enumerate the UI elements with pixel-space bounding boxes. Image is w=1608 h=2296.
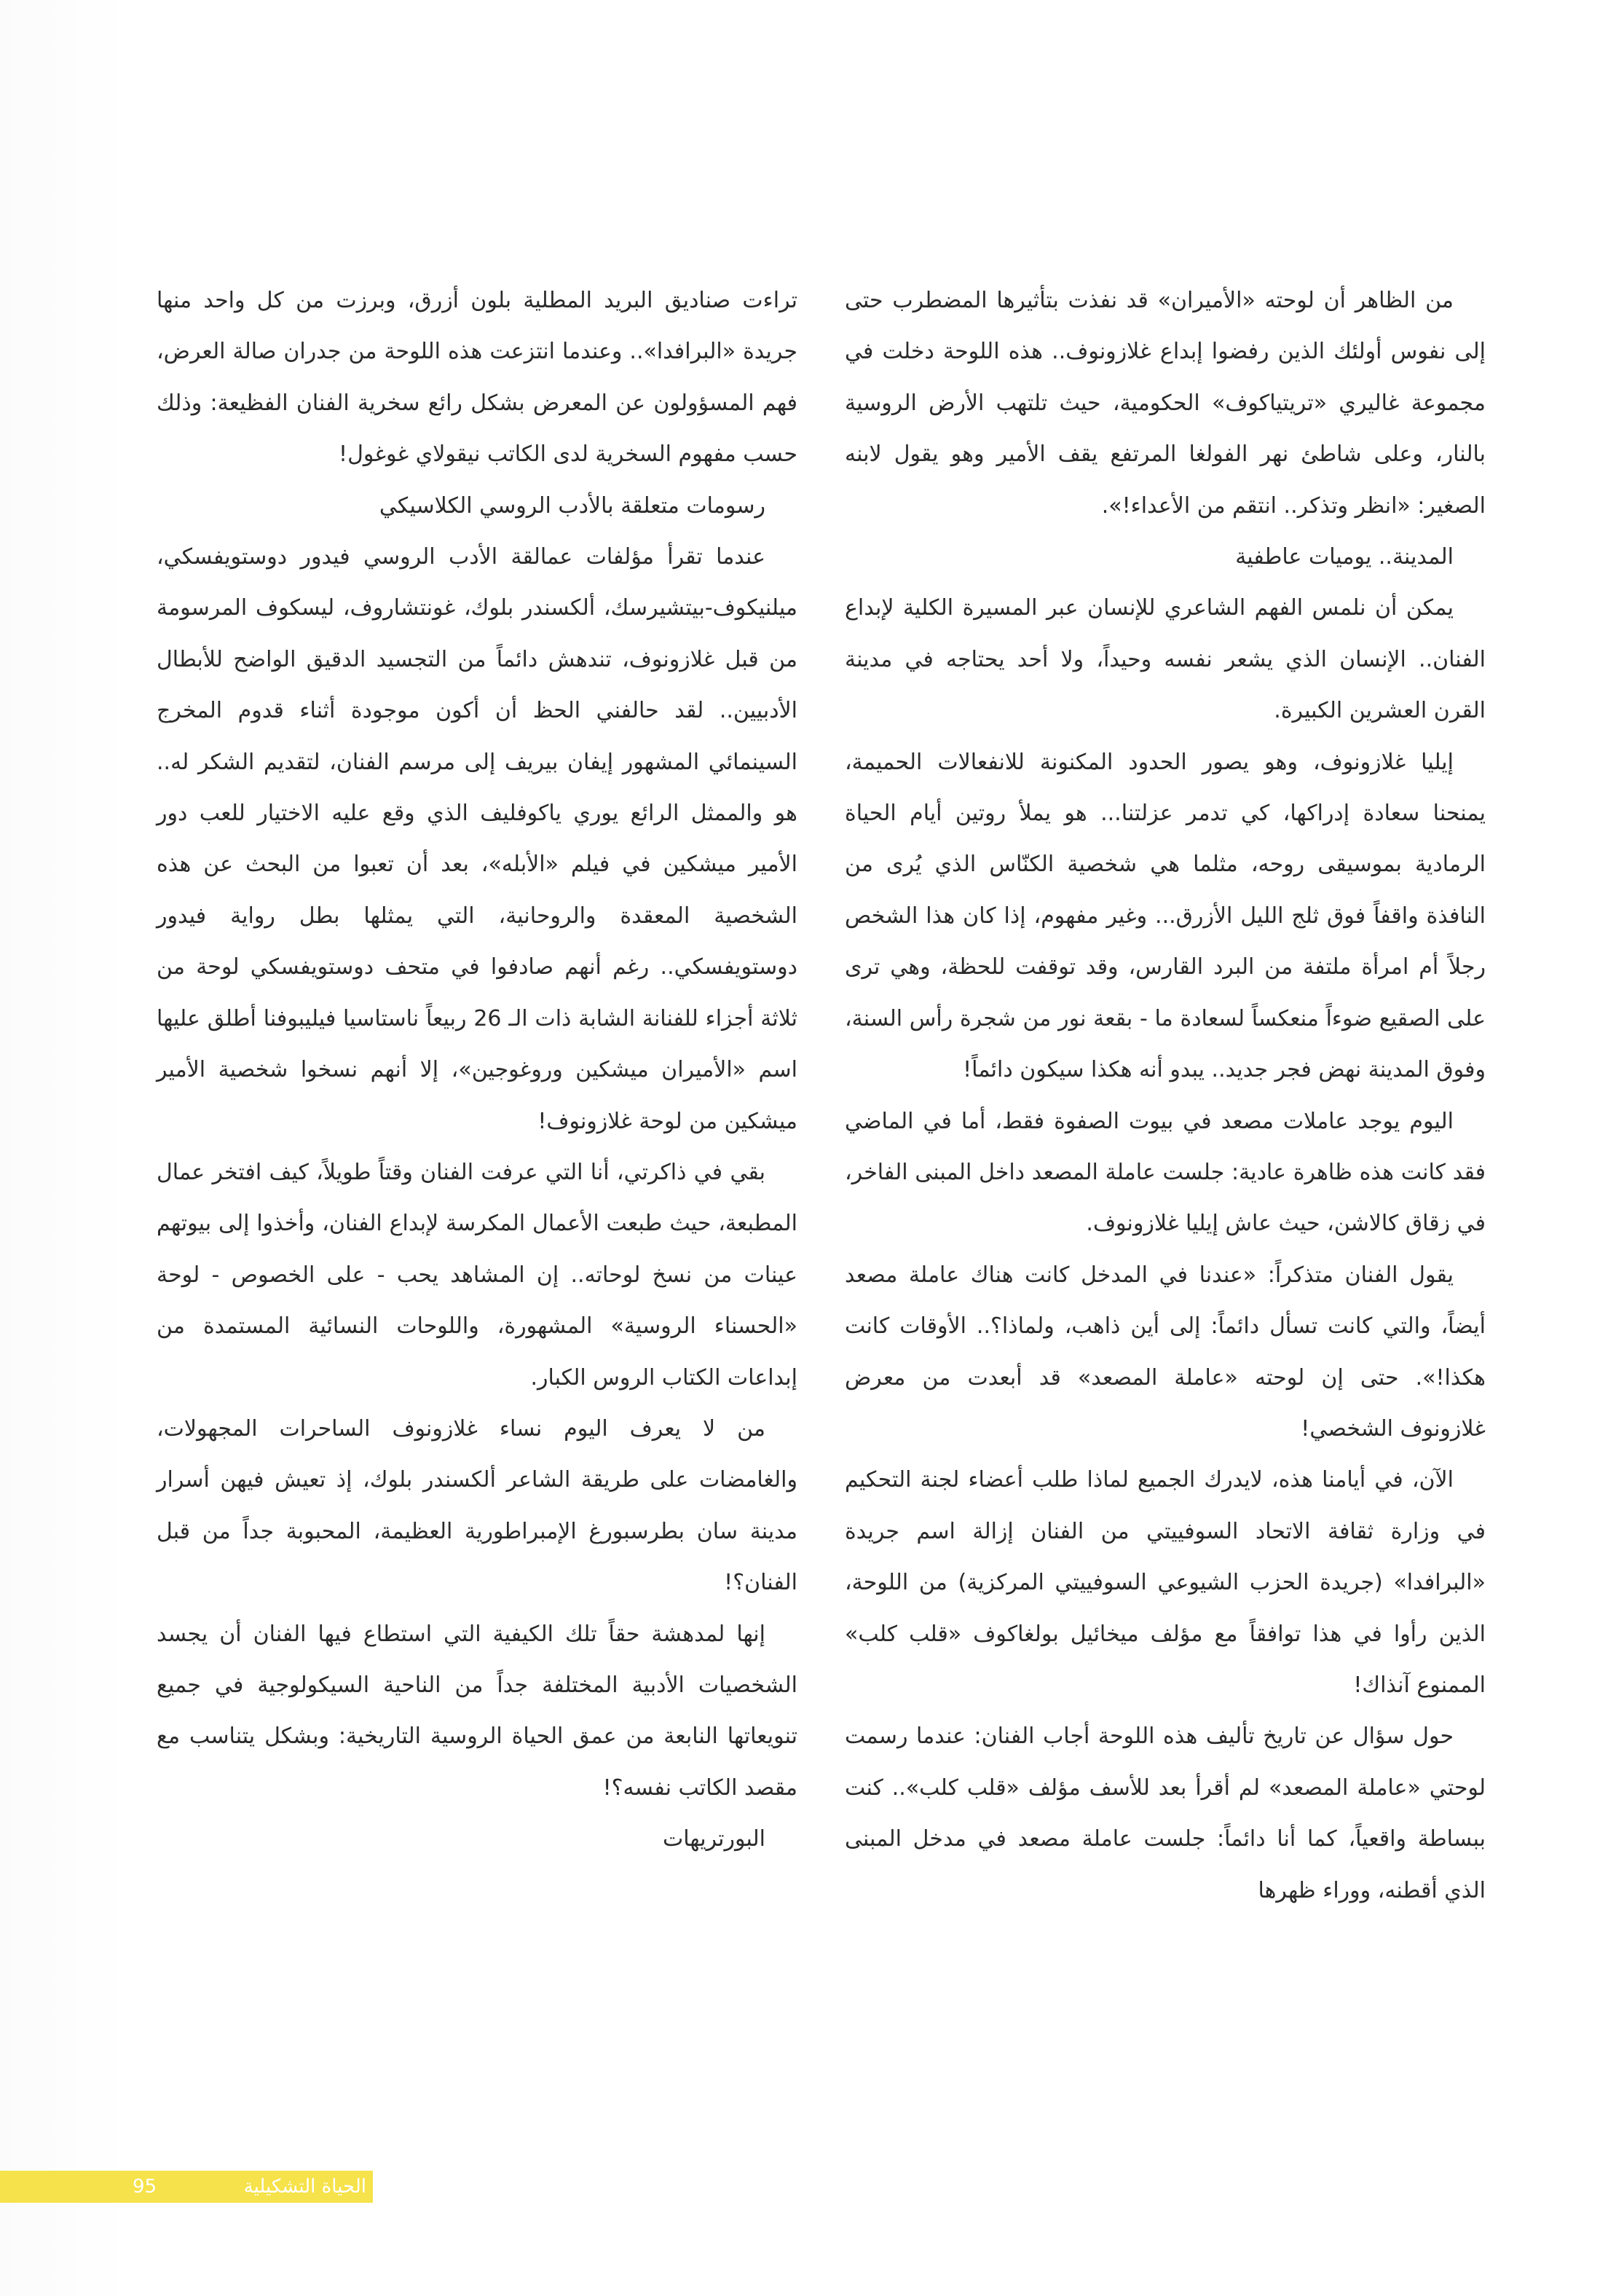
right-paragraph-6: الآن، في أيامنا هذه، لايدرك الجميع لماذا طلب أعضاء لجنة التحكيم في وزارة ثقافة الاتحاد السوفييتي من الفنان إزالة اسم جريدة «البرافدا» (جريدة الحزب الشيوعي السوفييتي المركزية) من اللوحة، الذين رأوا في هذا توافقاً مع مؤلف ميخائيل بولغاكوف «قلب كلب» الممنوع آنذاك! [845, 1467, 1486, 1698]
left-paragraph-1: تراءت صناديق البريد المطلية بلون أزرق، وبرزت من كل واحد منها جريدة «البرافدا».. وعندما انتزعت هذه اللوحة من جدران صالة العرض، فهم المسؤولون عن المعرض بشكل رائع سخرية الفنان الفظيعة: وذلك حسب مفهوم السخرية لدى الكاتب نيقولاي غوغول! [157, 288, 797, 468]
right-paragraph-4: اليوم يوجد عاملات مصعد في بيوت الصفوة فقط، أما في الماضي فقد كانت هذه ظاهرة عادية: جلست عاملة المصعد داخل المبنى الفاخر، في زقاق كالاشن، حيث عاش إيليا غلازونوف. [845, 1108, 1486, 1237]
page-number: 95 [133, 2176, 157, 2198]
right-column [845, 275, 1486, 1916]
left-subheading-literature: رسومات متعلقة بالأدب الروسي الكلاسيكي [379, 492, 765, 519]
magazine-title: الحياة التشكيلية [243, 2176, 366, 2198]
right-paragraph-1: من الظاهر أن لوحته «الأميران» قد نفذت بتأثيرها المضطرب حتى إلى نفوس أولئك الذين رفضوا إبداع غلازونوف.. هذه اللوحة دخلت في مجموعة غاليري «تريتياكوف» الحكومية، حيث تلتهب الأرض الروسية بالنار، وعلى شاطئ نهر الفولغا المرتفع يقف الأمير وهو يقول لابنه الصغير: «انظر وتذكر.. انتقم من الأعداء!». [845, 288, 1486, 519]
right-paragraph-7: حول سؤال عن تاريخ تأليف هذه اللوحة أجاب الفنان: عندما رسمت لوحتي «عاملة المصعد» لم أقرأ بعد للأسف مؤلف «قلب كلب».. كنت ببساطة واقعياً، كما أنا دائماً: جلست عاملة مصعد في مدخل المبنى الذي أقطنه، ووراء ظهرها [845, 1723, 1486, 1903]
left-paragraph-3: بقي في ذاكرتي، أنا التي عرفت الفنان وقتاً طويلاً، كيف افتخر عمال المطبعة، حيث طبعت الأعمال المكرسة لإبداع الفنان، وأخذوا إلى بيوتهم عينات من نسخ لوحاته.. إن المشاهد يحب - على الخصوص - لوحة «الحسناء الروسية» المشهورة، واللوحات النسائية المستمدة من إبداعات الكتاب الروس الكبار. [157, 1159, 797, 1391]
left-paragraph-5: إنها لمدهشة حقاً تلك الكيفية التي استطاع فيها الفنان أن يجسد الشخصيات الأدبية المختلفة جداً من الناحية السيكولوجية في جميع تنويعاتها النابعة من عمق الحياة الروسية التاريخية: وبشكل يتناسب مع مقصد الكاتب نفسه؟! [157, 1621, 797, 1801]
right-subheading-city: المدينة.. يوميات عاطفية [1235, 544, 1454, 570]
right-paragraph-3: إيليا غلازونوف، وهو يصور الحدود المكنونة للانفعالات الحميمة، يمنحنا سعادة إدراكها، كي تدمر عزلتنا... هو يملأ روتين أيام الحياة الرمادية بموسيقى روحه، مثلما هي شخصية الكنّاس الذي يُرى من النافذة واقفاً فوق ثلج الليل الأزرق... وغير مفهوم، إذا كان هذا الشخص رجلاً أم امرأة ملتفة من البرد القارس، وقد توقفت للحظة، وهي ترى على الصقيع ضوءاً منعكساً لسعادة ما - بقعة نور من شجرة رأس السنة، وفوق المدينة نهض فجر جديد.. يبدو أنه هكذا سيكون دائماً! [845, 749, 1486, 1083]
right-paragraph-2: يمكن أن نلمس الفهم الشاعري للإنسان عبر المسيرة الكلية لإبداع الفنان.. الإنسان الذي يشعر نفسه وحيداً، ولا أحد يحتاجه في مدينة القرن العشرين الكبيرة. [845, 595, 1486, 724]
right-paragraph-5: يقول الفنان متذكراً: «عندنا في المدخل كانت هناك عاملة مصعد أيضاً، والتي كانت تسأل دائماً: إلى أين ذاهب، ولماذا؟.. الأوقات كانت هكذا!». حتى إن لوحته «عاملة المصعد» قد أبعدت من معرض غلازونوف الشخصي! [845, 1262, 1486, 1442]
left-column [157, 275, 797, 1866]
left-paragraph-2: عندما تقرأ مؤلفات عمالقة الأدب الروسي فيدور دوستويفسكي، ميلنيكوف-بيتشيرسك، ألكسندر بلوك، غونتشاروف، ليسكوف المرسومة من قبل غلازونوف، تندهش دائماً من التجسيد الدقيق الواضح للأبطال الأدبيين.. لقد حالفني الحظ أن أكون موجودة أثناء قدوم المخرج السينمائي المشهور إيفان بيريف إلى مرسم الفنان، لتقديم الشكر له.. هو والممثل الرائع يوري ياكوفليف الذي وقع عليه الاختيار للعب دور الأمير ميشكين في فيلم «الأبله»، بعد أن تعبوا من البحث عن هذه الشخصية المعقدة والروحانية، التي يمثلها بطل رواية فيدور دوستويفسكي.. رغم أنهم صادفوا في متحف دوستويفسكي لوحة من ثلاثة أجزاء للفنانة الشابة ذات الـ 26 ربيعاً ناستاسيا فيليبوفنا أطلق عليها اسم «الأميران ميشكين وروغوجين»، إلا أنهم نسخوا شخصية الأمير ميشكين من لوحة غلازونوف! [157, 544, 797, 1134]
left-paragraph-4: من لا يعرف اليوم نساء غلازونوف الساحرات المجهولات، والغامضات على طريقة الشاعر ألكسندر بلوك، إذ تعيش فيهن أسرار مدينة سان بطرسبورغ الإمبراطورية العظيمة، المحبوبة جداً من قبل الفنان؟! [157, 1415, 797, 1596]
left-subheading-portraits: البورتريهات [663, 1826, 765, 1852]
